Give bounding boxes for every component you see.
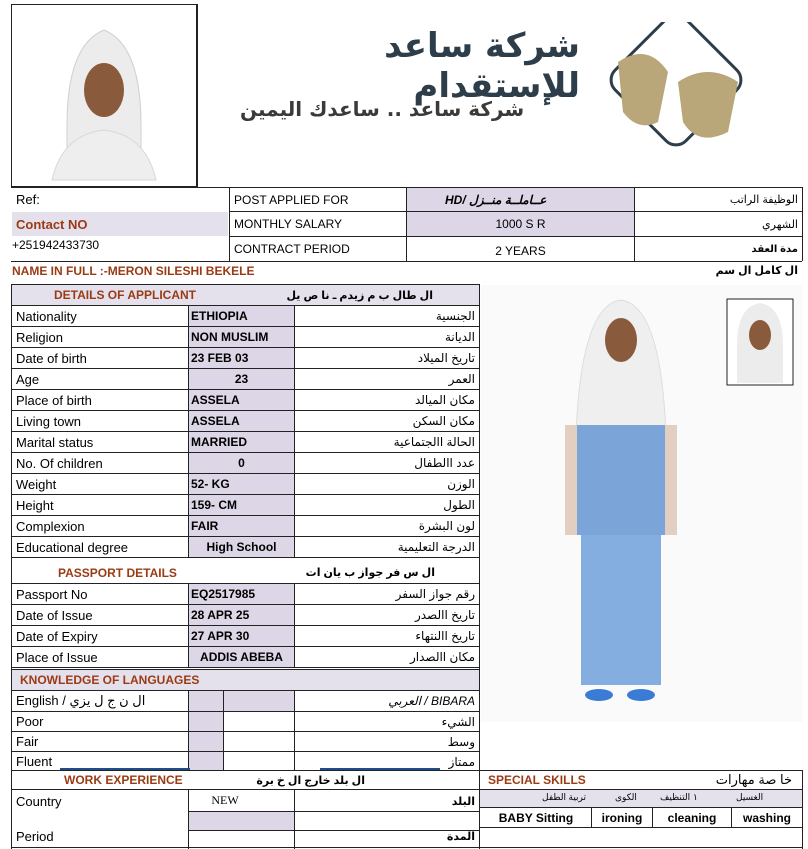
skill-ar-ironing: الكوى [615,792,637,802]
applicant-row-value: ASSELA [189,390,294,410]
passport-row-value: EQ2517985 [189,584,294,604]
portrait-photo-frame [11,4,197,187]
applicant-row-label: Religion [16,329,63,345]
skills-section [480,771,802,789]
applicant-row-value: 23 FEB 03 [189,348,294,368]
skills-section-title: SPECIAL SKILLS [488,773,586,787]
arabic-label: BIBARA / العربي [388,694,475,708]
applicant-section [12,285,479,305]
english-label: English / ال ن ج ل يزي [16,693,146,708]
applicant-row-label-ar: الجنسية [435,309,475,323]
applicant-row-value: 23 [189,369,294,389]
applicant-row-label: Complexion [16,518,85,534]
applicant-row-value: High School [189,537,294,557]
language-level-label-ar: الشيء [441,714,475,729]
period-label-ar: المدة [446,830,475,843]
passport-row-label-ar: مكان االصدار [409,650,475,664]
passport-row-label-ar: تاريخ االنتهاء [415,629,475,643]
passport-row-label-ar: تاريخ االصدر [414,608,475,622]
portrait-photo [12,5,196,186]
post-label-ar: الوظيفة الراتب [729,194,798,206]
full-body-photo [481,285,802,722]
salary-label-ar: الشهري [762,218,798,231]
country-label: Country [16,793,62,809]
languages-section [12,670,479,690]
language-level-label: Poor [16,714,44,729]
applicant-row-value: ASSELA [189,411,294,431]
passport-row-label: Place of Issue [16,649,98,665]
post-value: HD/ عــاملــة منــزل [407,188,634,211]
passport-row-label-ar: رقم جواز السفر [395,587,475,601]
applicant-row-label: Height [16,497,54,513]
applicant-row-label: Educational degree [16,539,129,555]
skill-baby-sitting: BABY Sitting [498,810,574,825]
contract-label-ar: مدة العقد [751,243,798,255]
work-section-title: WORK EXPERIENCE [64,773,183,787]
work-section-ar: ال بلد خارج ال خ برة [256,774,365,787]
applicant-row-label-ar: مكان السكن [412,414,475,428]
contract-label: CONTRACT PERIOD [234,242,350,256]
skill-ironing: ironing [601,810,643,825]
applicant-row-value: ETHIOPIA [189,306,294,326]
language-level-label: Fair [16,734,39,749]
applicant-section-ar: ال طال ب م زيدم ـ نا ص يل [286,289,433,302]
passport-row-value: 28 APR 25 [189,605,294,625]
work-section [12,771,479,789]
skill-ar-childcare: تربية الطفل [542,792,587,802]
passport-section [12,562,479,583]
ref-label: Ref: [16,191,40,207]
applicant-row-label: No. Of children [16,455,103,471]
company-slogan: شركة ساعد .. ساعدك اليمين [240,97,525,121]
applicant-row-label-ar: الديانة [444,330,475,344]
passport-row-label: Date of Expiry [16,628,98,644]
applicant-row-value: FAIR [189,516,294,536]
applicant-row-label-ar: الوزن [447,477,475,491]
applicant-row-value: NON MUSLIM [189,327,294,347]
skill-cleaning: cleaning [667,810,717,825]
languages-section-title: KNOWLEDGE OF LANGUAGES [20,673,200,687]
salary-value: 1000 S R [407,212,634,236]
applicant-row-label: Date of birth [16,350,87,366]
applicant-row-label: Nationality [16,308,77,324]
contact-label: Contact NO [12,212,228,236]
applicant-row-label: Place of birth [16,392,92,408]
applicant-section-title: DETAILS OF APPLICANT [54,288,196,302]
company-logo [588,22,756,152]
passport-row-label: Passport No [16,586,88,602]
skills-ar-row [480,790,802,807]
applicant-row-label: Age [16,371,40,387]
applicant-row-label-ar: الدرجة التعليمية [397,540,475,554]
passport-row-value: 27 APR 30 [189,626,294,646]
applicant-row-value: 159- CM [189,495,294,515]
company-name: شركة ساعد للإستقدام [384,26,580,106]
country-value: NEW [211,792,239,807]
language-level-label: Fluent [16,754,53,769]
applicant-row-label-ar: مكان الميالد [414,393,475,407]
passport-section-ar: ال س فر جواز ب يان ات [305,567,435,579]
skills-section-ar: خا صة مهارات [715,772,792,787]
skill-ar-washing: الغسيل [736,792,764,802]
applicant-row-value: 52- KG [189,474,294,494]
applicant-row-label: Living town [16,413,82,429]
contact-value: +251942433730 [12,238,100,252]
applicant-row-label-ar: لون البشرة [418,519,475,533]
applicant-row-label-ar: الطول [443,498,475,512]
language-level-label-ar: وسط [447,734,475,749]
applicant-row-label-ar: الحالة االجتماعية [393,435,475,449]
full-name-label-ar: ال كامل ال سم [715,265,798,277]
post-label: POST APPLIED FOR [234,192,349,207]
language-level-label-ar: ممتاز [448,754,475,769]
passport-row-value: ADDIS ABEBA [189,647,294,667]
period-label: Period [16,828,54,844]
applicant-row-label-ar: تاريخ الميلاد [417,351,475,365]
applicant-row-label: Weight [16,476,57,492]
salary-label: MONTHLY SALARY [234,217,343,231]
skill-ar-cleaning: التنظيف [660,792,691,802]
applicant-row-label: Marital status [16,434,94,450]
full-name: NAME IN FULL :-MERON SILESHI BEKELE [12,263,255,278]
passport-section-title: PASSPORT DETAILS [58,565,177,580]
country-label-ar: البلد [451,795,475,808]
applicant-row-label-ar: العمر [448,372,475,386]
applicant-row-value: 0 [189,453,294,473]
passport-row-label: Date of Issue [16,607,93,623]
applicant-row-label-ar: عدد االطفال [414,456,475,470]
contract-value: 2 YEARS [495,244,546,258]
applicant-row-value: MARRIED [189,432,294,452]
skill-mark: ١ [693,792,698,802]
skill-washing: washing [742,810,791,825]
